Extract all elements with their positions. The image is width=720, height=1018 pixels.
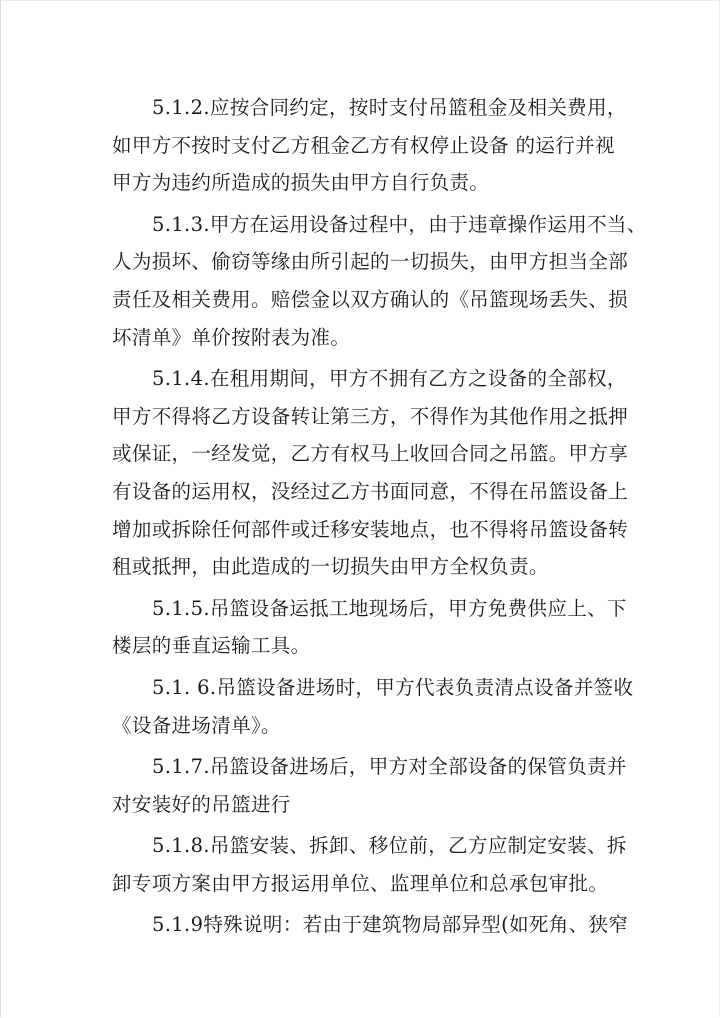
clause-5-1-9: [112, 906, 629, 944]
clause-5-1-6: [112, 669, 634, 744]
text-line: 责任及相关费用。赔偿金以双方确认的《吊篮现场丢失、损: [112, 287, 629, 311]
text-line: 5.1.9特殊说明：若由于建筑物局部异型(如死角、狭窄: [152, 913, 629, 937]
text-line: 5.1.5.吊篮设备运抵工地现场后，甲方免费供应上、下: [152, 596, 627, 620]
text-line: 5.1.8.吊篮安装、拆卸、移位前，乙方应制定安装、拆: [152, 834, 627, 858]
text-line: 增加或拆除任何部件或迁移安装地点，也不得将吊篮设备转: [112, 517, 629, 541]
text-line: 卸专项方案由甲方报运用单位、监理单位和总承包审批。: [112, 871, 609, 895]
text-line: 如甲方不按时支付乙方租金乙方有权停止设备 的运行并视: [112, 133, 615, 157]
clause-5-1-5: [112, 590, 627, 665]
text-line: 对安装好的吊篮进行: [112, 792, 291, 816]
text-line: 坏清单》单价按附表为准。: [112, 325, 351, 349]
text-line: 5.1.2.应按合同约定，按时支付吊篮租金及相关费用，: [152, 96, 627, 119]
clause-5-1-2: [112, 89, 627, 202]
text-line: 5.1.7.吊篮设备进场后，甲方对全部设备的保管负责并: [152, 755, 627, 779]
text-line: 《设备进场清单》。: [112, 713, 281, 737]
clause-5-1-4: [112, 360, 629, 586]
text-line: 5.1. 6.吊篮设备进场时，甲方代表负责清点设备并签收: [152, 675, 634, 699]
text-line: 租或抵押，由此造成的一切损失由甲方全权负责。: [112, 555, 549, 579]
text-line: 或保证，一经发觉，乙方有权马上收回合同之吊篮。甲方享: [112, 442, 629, 466]
text-line: 5.1.4.在租用期间，甲方不拥有乙方之设备的全部权，: [152, 367, 627, 391]
text-line: 5.1.3.甲方在运用设备过程中，由于违章操作运用不当、: [152, 212, 647, 236]
text-line: 甲方为违约所造成的损失由甲方自行负责。: [112, 171, 490, 195]
clause-5-1-3: [112, 206, 647, 356]
document-body: [112, 89, 647, 948]
text-line: 楼层的垂直运输工具。: [112, 634, 311, 658]
text-line: 人为损坏、偷窃等缘由所引起的一切损失，由甲方担当全部: [112, 250, 629, 274]
text-line: 甲方不得将乙方设备转让第三方，不得作为其他作用之抵押: [112, 404, 629, 428]
clause-5-1-8: [112, 827, 627, 902]
text-line: 有设备的运用权，没经过乙方书面同意，不得在吊篮设备上: [112, 479, 629, 503]
clause-5-1-7: [112, 748, 627, 823]
